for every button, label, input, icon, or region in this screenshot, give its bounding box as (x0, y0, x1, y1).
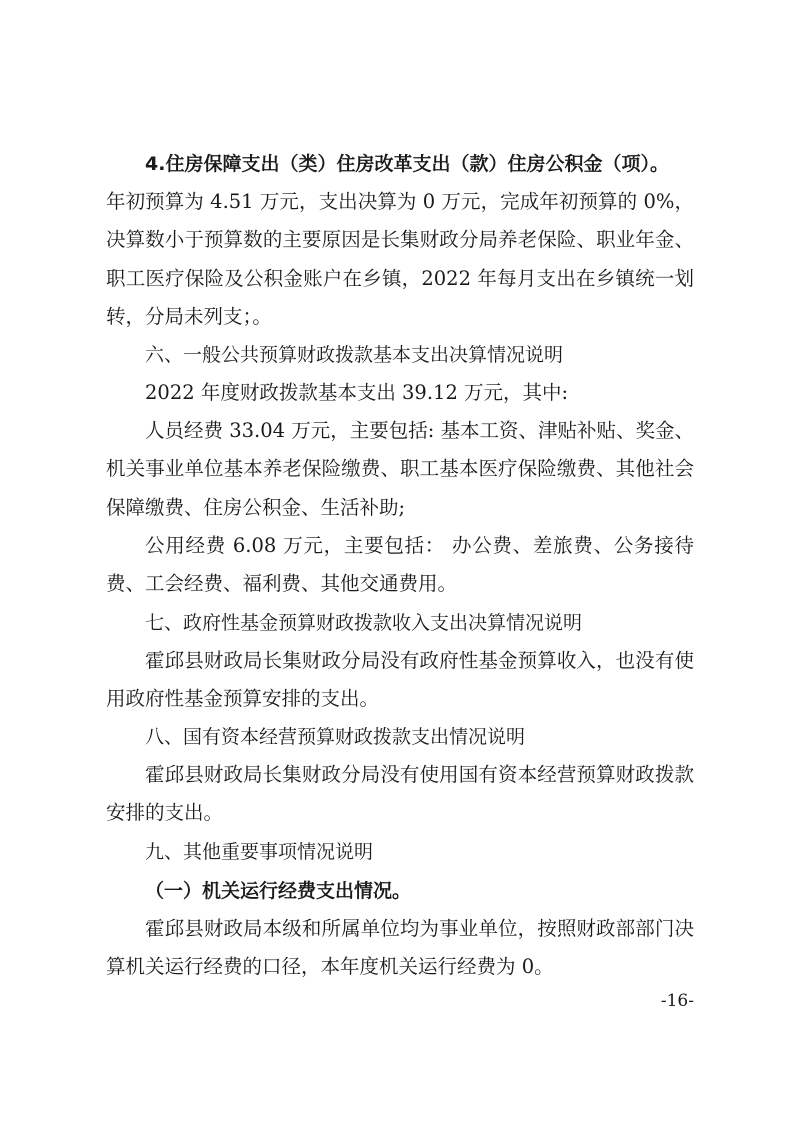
section6-public: 公用经费 6.08 万元，主要包括： 办公费、差旅费、公务接待费、工会经费、福利费、其他交通费用。 (106, 534, 694, 596)
section9-body: 霍邱县财政局本级和所属单位均为事业单位，按照财政部部门决算机关运行经费的口径，本年度机关运行经费为 0。 (106, 917, 694, 979)
section4-heading: 4.住房保障支出（类）住房改革支出（款）住房公积金（项）。 (145, 153, 669, 175)
section6-personnel: 人员经费 33.04 万元，主要包括: 基本工资、津贴补贴、奖金、机关事业单位基本养老保险缴费、职工基本医疗保险缴费、其他社会保障缴费、住房公积金、生活补助; (106, 419, 694, 519)
section7-body: 霍邱县财政局长集财政分局没有政府性基金预算收入，也没有使用政府性基金预算安排的支出。 (106, 649, 694, 711)
section6-line1: 2022 年度财政拨款基本支出 39.12 万元，其中: (145, 381, 569, 404)
section7-heading: 七、政府性基金预算财政拨款收入支出决算情况说明 (145, 612, 583, 634)
section4-body: 年初预算为 4.51 万元，支出决算为 0 万元，完成年初预算的 0%，决算数小于预算数的主要原因是长集财政分局养老保险、职业年金、职工医疗保险及公积金账户在乡镇，2022 年每月支出在乡镇统一划转，分局未列支；。 (106, 190, 694, 328)
section9-heading: 九、其他重要事项情况说明 (145, 841, 374, 863)
section8-heading: 八、国有资本经营预算财政拨款支出情况说明 (145, 726, 526, 748)
section8-body: 霍邱县财政局长集财政分局没有使用国有资本经营预算财政拨款安排的支出。 (106, 763, 694, 825)
section9-subheading: （一）机关运行经费支出情况。 (145, 880, 412, 902)
section6-heading: 六、一般公共预算财政拨款基本支出决算情况说明 (145, 344, 564, 366)
page-number: -16- (660, 991, 694, 1011)
